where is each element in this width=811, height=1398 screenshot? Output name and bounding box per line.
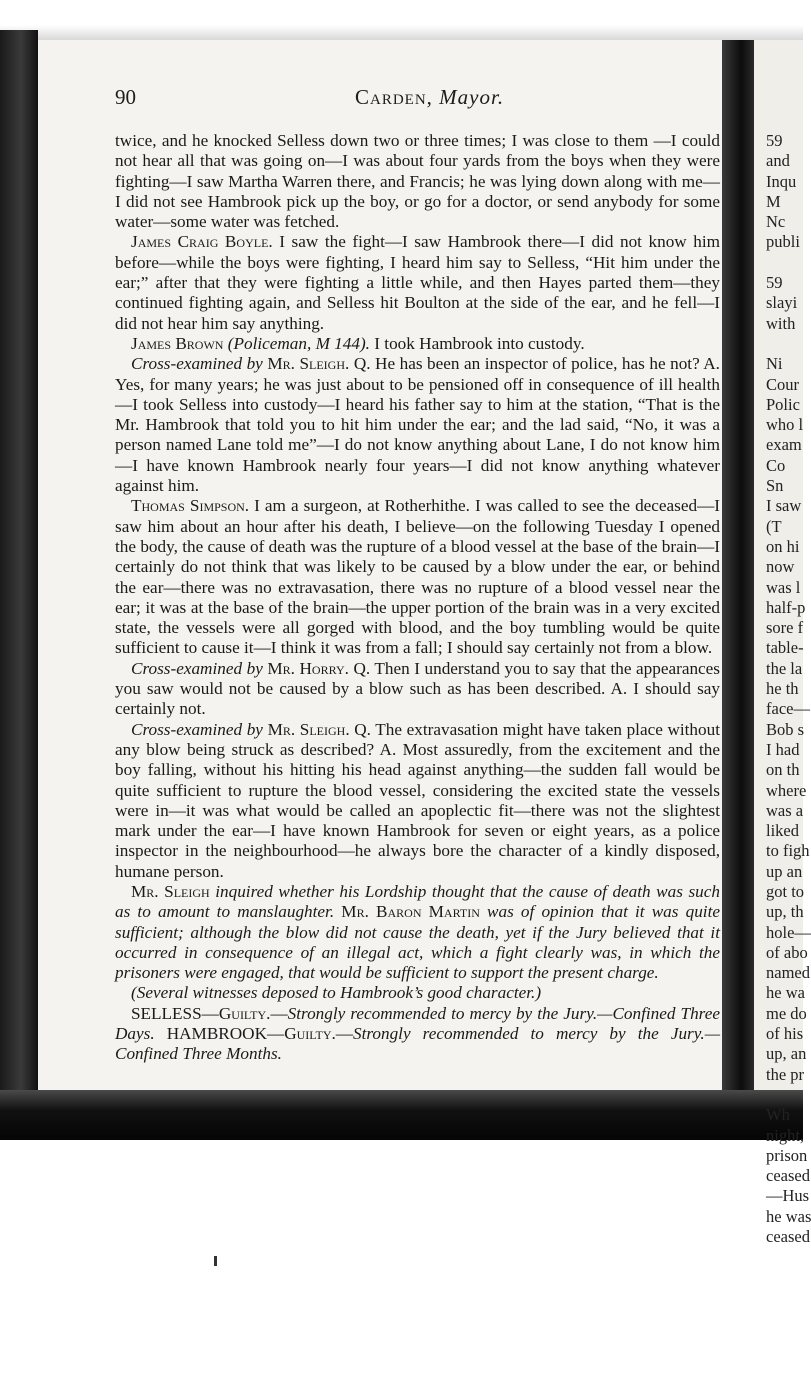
right-page-line: half-p: [766, 597, 806, 617]
right-page-line: Cour: [766, 374, 799, 394]
prisoner-name: SELLESS: [131, 1003, 202, 1023]
scan-bottom-margin: [0, 1140, 803, 1398]
right-page-line: up, th: [766, 902, 804, 922]
right-page-line: Wh: [766, 1105, 790, 1125]
right-page-line: ceased: [766, 1166, 810, 1186]
right-page-line: —Hus: [766, 1186, 810, 1206]
scan-bottom-edge: [0, 1090, 803, 1140]
paragraph-cross-sleigh-1: Cross-examined by Mr. Sleigh. Q. He has been an inspector of police, has he not? A. Yes, for many years; he was just about to be pensioned off in consequence of ill health—I took Selless into custody—I heard his father say to him at the station, “That is the Mr. Hambrook that told you to hit him under the ear; and the lad said, “No, it was a person named Lane told me”—I do not know anything about Lane, I do not know him—I have known Hambrook nearly four years—I did not know anything whatever against him.: [115, 354, 720, 496]
paragraph-simpson: Thomas Simpson. I am a surgeon, at Rotherhithe. I was called to see the deceased—I saw him about an hour after his death, I believe—on the following Tuesday I opened the body, the cause of death was the rupture of a blood vessel at the base of the brain—I certainly do not think that was likely to be caused by a blow under the ear, or behind the ear—there was no extravasation, there was no rupture of a blood vessel near the ear; it was at the base of the brain—the upper portion of the brain was in a very excited state, the vessels were all gorged with blood, and the boy tumbling would be quite sufficient to cause it—I think it was from a fall; I should say certainly not from a blow.: [115, 496, 720, 658]
scan-top-margin: [0, 0, 803, 40]
right-page-line: M: [766, 191, 781, 211]
paragraph-verdict: SELLESS—Guilty.—Strongly recommended to mercy by the Jury.—Confined Three Days. HAMBROOK—Guilty.—Strongly recommended to mercy by the Jury.—Confined Three Months.: [115, 1003, 720, 1064]
right-page-line: with: [766, 313, 796, 333]
paragraph-brown: James Brown (Policeman, M 144). I took Hambrook into custody.: [131, 333, 585, 353]
right-page-line: [766, 1085, 806, 1105]
right-page-line: (T: [766, 516, 782, 536]
speaker-name: Mr. Sleigh: [131, 881, 210, 901]
right-page-line: 59: [766, 273, 783, 293]
counsel-name: Mr. Sleigh.: [267, 719, 350, 739]
right-page-line: got to: [766, 881, 805, 901]
witness-role: (Policeman, M 144).: [227, 333, 370, 353]
right-page-line: Polic: [766, 394, 800, 414]
running-head-title: Mayor.: [439, 85, 505, 109]
page-header: [115, 85, 725, 115]
right-page-line: night,: [766, 1125, 805, 1145]
right-page-line: I had: [766, 739, 800, 759]
right-page-line: prison: [766, 1145, 808, 1165]
right-page-line: was l: [766, 577, 801, 597]
right-page-line: now: [766, 557, 795, 577]
right-page-line: face—: [766, 699, 810, 719]
right-page-line: up, an: [766, 1044, 807, 1064]
witness-name: James Brown: [131, 333, 224, 353]
right-page-line: he was: [766, 1206, 811, 1226]
right-page-line: slayi: [766, 293, 798, 313]
right-page-line: Bob s: [766, 719, 805, 739]
right-page-line: where: [766, 780, 807, 800]
running-head: [355, 85, 504, 110]
page-number: 90: [115, 85, 136, 109]
right-page-line: Nc: [766, 212, 786, 232]
right-page-line: of his: [766, 1024, 804, 1044]
counsel-name: Mr. Horry.: [267, 658, 349, 678]
right-page-line: on hi: [766, 536, 800, 556]
right-page-line: was a: [766, 800, 804, 820]
right-page-line: who l: [766, 415, 804, 435]
right-page-line: Inqu: [766, 171, 797, 191]
right-page-line: on th: [766, 760, 800, 780]
paragraph-boyle: James Craig Boyle. I saw the fight—I saw Hambrook there—I did not know him before—while the boys were fighting, I heard him say to Selless, “Hit him under the ear;” after that they were fighting a little while, and then Hayes parted them—they continued fighting again, and Selless hit Boulton at the side of the ear, and he fell—I did not hear him say anything.: [115, 232, 721, 333]
right-page-line: he wa: [766, 983, 805, 1003]
right-page-line: exam: [766, 435, 802, 455]
right-page-line: Sn: [766, 476, 784, 496]
prisoner-name: HAMBROOK: [166, 1024, 267, 1044]
right-page-line: up an: [766, 861, 803, 881]
speaker-name: Mr. Baron Martin: [341, 902, 480, 922]
paragraph-cross-sleigh-2: Cross-examined by Mr. Sleigh. Q. The extravasation might have taken place without any blow being struck as described? A. Most assuredly, from the excitement and the boy falling, without his hitting his head against anything—the sudden fall would be quite sufficient to rupture the blood vessel, considering the excited state the vessels were in—it was what would be called an apoplectic fit—there was not the slightest mark under the ear—I have known Hambrook for seven or eight years, as a police inspector in the neighbourhood—he always bore the character of a kindly disposed, humane person.: [115, 719, 720, 881]
right-page-line: he th: [766, 679, 799, 699]
right-page-line: liked: [766, 821, 799, 841]
right-page-line: [766, 253, 806, 273]
right-page-fragments: [766, 131, 811, 1247]
right-page-line: me do: [766, 1003, 807, 1023]
paragraph-continuation: twice, and he knocked Selless down two or three times; I was close to them —I could not hear all that was going on—I was about four yards from the boys when they were fighting—I saw Martha Warren there, and Francis; he was lying down along with me—I did not see Hambrook pick up the boy, or go for a doctor, or send anybody for some water—some water was fetched.: [115, 131, 720, 232]
right-page-line: the la: [766, 658, 803, 678]
right-page-line: to figh: [766, 841, 810, 861]
right-page-line: [766, 334, 806, 354]
witness-name: James Craig Boyle.: [131, 232, 273, 252]
right-page-line: Ni: [766, 354, 783, 374]
right-page-line: named: [766, 963, 810, 983]
right-page-line: hole—: [766, 922, 811, 942]
right-page-line: table-: [766, 638, 804, 658]
right-page-line: 59: [766, 131, 783, 150]
right-page-line: Co: [766, 455, 786, 475]
scan-speck: [214, 1256, 217, 1266]
right-page-line: sore f: [766, 618, 804, 638]
right-page-line: and: [766, 151, 790, 171]
right-page-line: I saw: [766, 496, 802, 516]
right-page-line: publi: [766, 232, 800, 252]
page-body: [115, 131, 720, 1065]
right-page-line: of abo: [766, 942, 808, 962]
paragraph-ruling: Mr. Sleigh inquired whether his Lordship thought that the cause of death was such as to amount to manslaughter. Mr. Baron Martin was of opinion that it was quite sufficient; although the blow did not cause the death, yet if the Jury believed that it occurred in consequence of an illegal act, which a fight clearly was, in which the prisoners were engaged, that would be sufficient to support the present charge.: [115, 881, 720, 983]
paragraph-character-note: (Several witnesses deposed to Hambrook’s good character.): [131, 983, 542, 1003]
book-left-edge: [0, 30, 38, 1130]
book-gutter: [722, 40, 754, 1100]
right-page-line: ceased: [766, 1227, 810, 1247]
paragraph-cross-horry: Cross-examined by Mr. Horry. Q. Then I understand you to say that the appearances you saw would not be caused by a blow such as has been described. A. I should say certainly not.: [115, 658, 720, 719]
right-page-line: the pr: [766, 1064, 805, 1084]
witness-name: Thomas Simpson.: [131, 496, 250, 516]
running-head-name: Carden,: [355, 85, 433, 109]
counsel-name: Mr. Sleigh.: [267, 354, 350, 374]
